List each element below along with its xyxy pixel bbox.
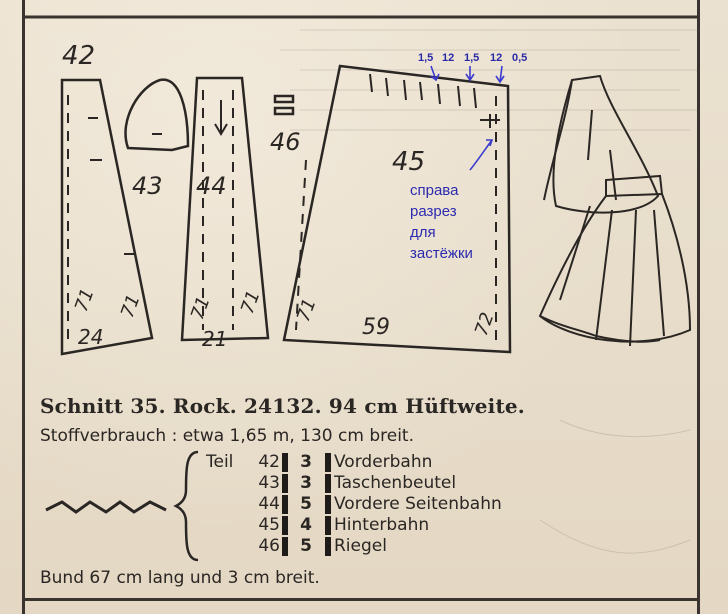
annotation-note-line: для [410, 224, 436, 241]
piece-45-dim-bottom: 59 [362, 315, 390, 340]
bar-mark [282, 516, 288, 535]
table-row [206, 452, 502, 473]
parts-label: Teil [206, 452, 234, 472]
part-number: 45 [258, 515, 280, 535]
piece-45-dim-right: 72 [470, 309, 499, 339]
table-row [206, 536, 502, 557]
piece-46-number: 46 [270, 128, 301, 156]
bar-mark [282, 453, 288, 472]
annotation-measure-5: 0,5 [512, 52, 528, 64]
annotation-note [410, 180, 520, 264]
piece-44-dim-left: 71 [186, 293, 215, 323]
bar-mark [282, 474, 288, 493]
skirt-illustration [540, 76, 690, 346]
waistband-info: Bund 67 cm lang und 3 cm breit. [40, 568, 320, 588]
parts-table [206, 452, 502, 557]
table-row [206, 473, 502, 494]
part-number: 46 [258, 536, 280, 556]
annotation-measure-1: 1,5 [418, 52, 434, 64]
piece-43-number: 43 [132, 172, 163, 200]
table-row [206, 515, 502, 536]
bar-mark [325, 516, 331, 535]
piece-42-number: 42 [62, 41, 96, 71]
annotation-note-line: разрез [410, 203, 457, 220]
annotation-measure-3: 1,5 [464, 52, 480, 64]
bar-mark [325, 474, 331, 493]
bar-mark [325, 495, 331, 514]
piece-43-outline [126, 80, 188, 150]
part-name: Hinterbahn [334, 515, 430, 535]
part-count: 4 [300, 515, 312, 535]
part-count: 5 [300, 494, 312, 514]
part-number: 44 [258, 494, 280, 514]
part-name: Vorderbahn [334, 452, 433, 472]
piece-46-outline [275, 96, 293, 114]
piece-44-dim-right: 71 [236, 287, 265, 317]
grainline-symbol [46, 502, 166, 512]
piece-45-number: 45 [392, 147, 426, 177]
part-count: 3 [300, 473, 312, 493]
part-name: Riegel [334, 536, 387, 556]
part-count: 5 [300, 536, 312, 556]
table-row [206, 494, 502, 515]
piece-44-dim-bottom: 21 [202, 327, 228, 351]
annotation-measure-4: 12 [490, 52, 503, 64]
piece-42-dim-left: 71 [70, 285, 99, 315]
annotation-measure-2: 12 [442, 52, 455, 64]
piece-42-dim-bottom: 24 [78, 325, 104, 349]
bar-mark [282, 495, 288, 514]
pattern-title: Schnitt 35. Rock. 24132. 94 cm Hüftweite. [40, 394, 525, 418]
bar-mark [325, 453, 331, 472]
annotation-note-line: застёжки [410, 245, 473, 262]
bar-mark [325, 537, 331, 556]
annotation-note-line: справа [410, 182, 459, 199]
part-name: Vordere Seitenbahn [334, 494, 502, 514]
parts-brace [176, 452, 198, 560]
part-name: Taschenbeutel [334, 473, 457, 493]
part-number: 43 [258, 473, 280, 493]
piece-45-dim-left: 71 [292, 295, 321, 325]
piece-42-dim-right: 71 [116, 291, 145, 321]
bar-mark [282, 537, 288, 556]
part-number: 42 [258, 452, 280, 472]
piece-44-number: 44 [196, 172, 227, 200]
fabric-usage: Stoffverbrauch : etwa 1,65 m, 130 cm breit. [40, 426, 414, 446]
part-count: 3 [300, 452, 312, 472]
